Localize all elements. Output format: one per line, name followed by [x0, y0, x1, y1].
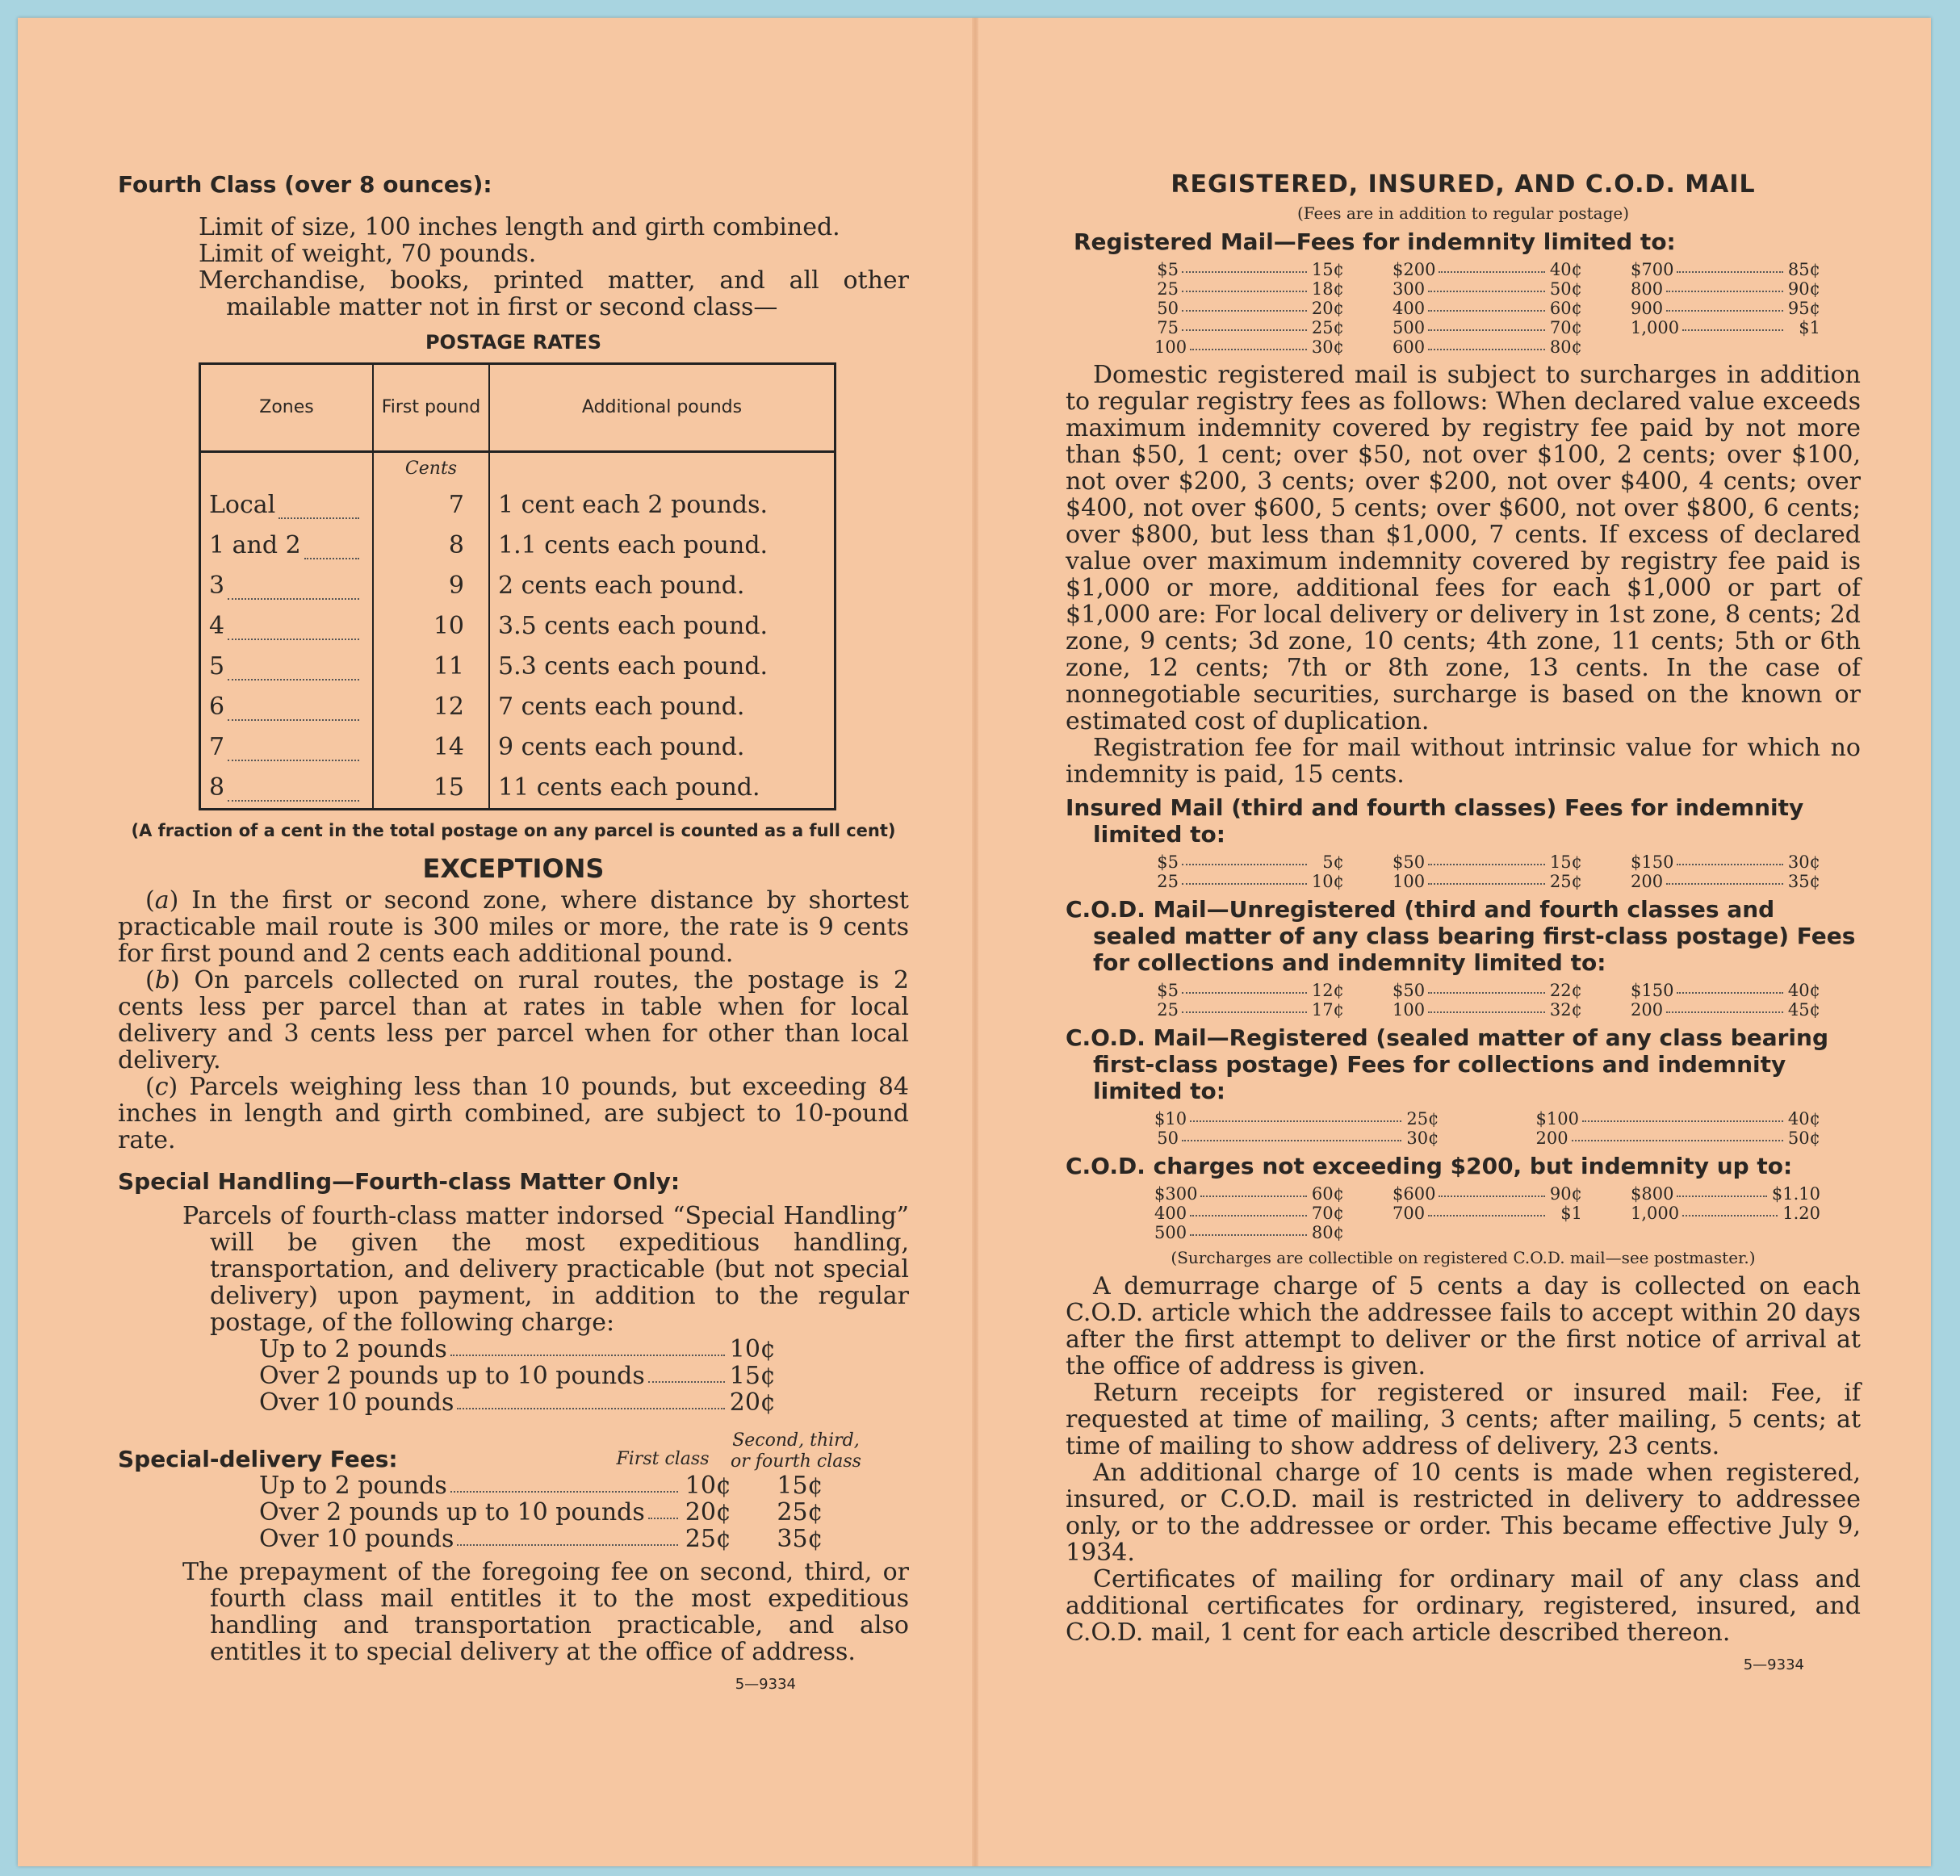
rate-row [200, 566, 836, 606]
fee-row [1393, 1000, 1582, 1020]
surcharge-note: (Surcharges are collectible on registered C.O.D. mail—see postmaster.) [1171, 1248, 1756, 1267]
exception-a-text: In the first or second zone, where distance by shortest practicable mail route is 300 miles or more, the rate is 9 cents for first pound and 2 cents each additional pound. [118, 886, 909, 968]
indemnity-amount: 400 [1154, 1204, 1187, 1223]
fee-column [1154, 1184, 1344, 1242]
merchandise-text: Merchandise, books, printed matter, and all other mailable matter not in first or second class— [199, 266, 909, 321]
zone-cell [200, 687, 374, 727]
cod-unregistered-fee-table [1154, 981, 1820, 1020]
fee-column [1631, 981, 1820, 1020]
fee-column [1536, 1109, 1821, 1148]
fee-amount: 22¢ [1549, 981, 1582, 1000]
fee-amount: $1 [1560, 1204, 1582, 1223]
indemnity-amount: 700 [1393, 1204, 1426, 1223]
return-receipts-paragraph: Return receipts for registered or insured mail: Fee, if requested at time of mailing, 3 cents; after mailing, 5 cents; at time of mailing to show address of delivery, 23 cents. [1066, 1379, 1861, 1460]
zone-label: 7 [209, 733, 225, 761]
indemnity-amount: $300 [1154, 1184, 1198, 1204]
fraction-note: (A fraction of a cent in the total postage on any parcel is counted as a full cent) [131, 821, 896, 840]
fee-row [1631, 299, 1820, 318]
cod-registered-heading: C.O.D. Mail—Registered (sealed matter of any class bearing first-class postage) Fees for collections and indemnity limited to: [1066, 1024, 1828, 1104]
fee-row [1154, 981, 1344, 1000]
indemnity-amount: 1,000 [1631, 318, 1680, 337]
fee-column [1154, 1109, 1439, 1148]
zone-cell [200, 768, 374, 810]
col-header-zones: Zones [200, 364, 374, 452]
indemnity-amount: $50 [1393, 981, 1426, 1000]
fee-column [1393, 1184, 1582, 1242]
indemnity-amount: $10 [1154, 1109, 1187, 1129]
fee-row [1631, 279, 1820, 299]
fee-amount: 40¢ [1549, 260, 1582, 279]
exception-c-letter: c [154, 1073, 169, 1101]
fee-row [1393, 337, 1582, 357]
fee-amount: 30¢ [1787, 852, 1820, 872]
indemnity-amount: 800 [1631, 279, 1664, 299]
first-pound-cell: 14 [373, 727, 489, 768]
registered-title: REGISTERED, INSURED, AND C.O.D. MAIL [1171, 170, 1756, 199]
indemnity-amount: $800 [1631, 1184, 1674, 1204]
fee-row [1536, 1109, 1821, 1129]
fee-amount: 5¢ [1322, 852, 1344, 872]
fee-row [1154, 852, 1344, 872]
first-pound-cell: 12 [373, 687, 489, 727]
fee-row [1154, 279, 1344, 299]
indemnity-amount: 500 [1154, 1223, 1187, 1242]
fee-amount: 17¢ [1311, 1000, 1344, 1020]
indemnity-amount: $150 [1631, 981, 1674, 1000]
indemnity-amount: 25 [1157, 872, 1179, 891]
registered-mail-heading: Registered Mail—Fees for indemnity limited to: [1074, 228, 1676, 255]
fee-row [1631, 981, 1820, 1000]
zone-cell [200, 727, 374, 768]
special-delivery-rows [259, 1472, 909, 1552]
charge-value: 15¢ [729, 1362, 776, 1390]
col-header-additional: Additional pounds [489, 364, 836, 452]
fee-column [1393, 260, 1582, 357]
fee-amount: 40¢ [1787, 981, 1820, 1000]
first-class-fee: 10¢ [685, 1472, 731, 1500]
zone-label: Local [209, 491, 276, 519]
charge-value: 20¢ [729, 1388, 776, 1417]
exception-c-text: Parcels weighing less than 10 pounds, but exceeding 84 inches in length and girth combined, are subject to 10-pound rate. [118, 1073, 909, 1154]
indemnity-amount: 900 [1631, 299, 1664, 318]
exception-b: (b) On parcels collected on rural routes, the postage is 2 cents less per parcel than at rates in table when for local delivery and 3 cents less per parcel when for other than local delivery. [118, 966, 909, 1074]
fourth-class-heading: Fourth Class (over 8 ounces): [118, 171, 492, 198]
fees-note: (Fees are in addition to regular postage) [1296, 203, 1630, 223]
folded-page [18, 18, 1931, 1866]
indemnity-amount: 100 [1154, 337, 1187, 357]
rate-row [200, 647, 836, 687]
form-number-right: 5—9334 [1743, 1656, 1804, 1673]
fee-amount: 80¢ [1549, 337, 1582, 357]
fee-row [1631, 1204, 1820, 1223]
indemnity-amount: $5 [1157, 981, 1179, 1000]
first-class-col: First class [616, 1449, 710, 1469]
fee-row [1154, 318, 1344, 337]
fee-amount: 12¢ [1311, 981, 1344, 1000]
indemnity-amount: $150 [1631, 852, 1674, 872]
fee-column [1631, 852, 1820, 891]
fee-amount: 50¢ [1787, 1129, 1820, 1148]
first-pound-cell: 15 [373, 768, 489, 810]
fee-amount: 40¢ [1787, 1109, 1820, 1129]
fee-amount: 90¢ [1787, 279, 1820, 299]
first-pound-cell: 7 [373, 485, 489, 526]
fee-amount: 1.20 [1782, 1204, 1820, 1223]
charge-row-3 [259, 1389, 776, 1416]
indemnity-amount: 200 [1535, 1129, 1568, 1148]
indemnity-amount: $5 [1157, 260, 1179, 279]
special-delivery-row [259, 1499, 909, 1526]
indemnity-amount: 1,000 [1631, 1204, 1680, 1223]
fee-amount: 70¢ [1549, 318, 1582, 337]
special-delivery-header [118, 1430, 909, 1472]
fee-amount: 20¢ [1311, 299, 1344, 318]
fee-amount: 25¢ [1406, 1109, 1439, 1129]
charge-label: Over 10 pounds [259, 1388, 454, 1417]
rate-row [200, 606, 836, 647]
fee-row [1154, 1109, 1439, 1129]
col-header-first-pound [373, 364, 489, 452]
rate-row [200, 687, 836, 727]
fee-row [1154, 299, 1344, 318]
rate-row [200, 727, 836, 768]
fee-amount: 30¢ [1406, 1129, 1439, 1148]
page-fold [972, 18, 978, 1866]
indemnity-amount: 100 [1393, 1000, 1426, 1020]
rate-row [200, 485, 836, 526]
additional-cell: 7 cents each pound. [489, 687, 836, 727]
certificates-paragraph: Certificates of mailing for ordinary mail of any class and additional certificates for ordinary, registered, insured, and C.O.D. mail, 1 cent for each article described thereon. [1066, 1565, 1861, 1647]
zone-cell [200, 566, 374, 606]
fee-row [1154, 260, 1344, 279]
fee-row [1393, 981, 1582, 1000]
fee-column [1154, 981, 1344, 1020]
charge-value: 10¢ [729, 1335, 776, 1363]
zone-label: 1 and 2 [209, 531, 301, 559]
fee-row [1154, 337, 1344, 357]
fee-column [1393, 981, 1582, 1020]
first-class-fee: 25¢ [685, 1525, 731, 1553]
special-handling-text: Parcels of fourth-class matter indorsed “Special Handling” will be given the most expeditious handling, transportation, and delivery practicable (but not special delivery) upon payment, in addition to the regular postage, of the following charge: [182, 1202, 909, 1337]
charge-row-2 [259, 1363, 776, 1389]
additional-cell: 1 cent each 2 pounds. [489, 485, 836, 526]
fee-row [1631, 852, 1820, 872]
additional-cell: 11 cents each pound. [489, 768, 836, 810]
fee-amount: 60¢ [1549, 299, 1582, 318]
insured-fee-table [1154, 852, 1820, 891]
zone-cell [200, 647, 374, 687]
indemnity-amount: $50 [1393, 852, 1426, 872]
second-class-col: Second, third, or fourth class [731, 1430, 861, 1472]
fee-amount: 25¢ [1311, 318, 1344, 337]
fee-amount: 90¢ [1549, 1184, 1582, 1204]
zone-label: 5 [209, 652, 225, 680]
fee-amount: 80¢ [1311, 1223, 1344, 1242]
indemnity-amount: $200 [1393, 260, 1436, 279]
cod-charges-fee-table [1154, 1184, 1820, 1242]
fee-row [1536, 1129, 1821, 1148]
delivery-label: Up to 2 pounds [259, 1472, 447, 1500]
cod-registered-fee-table [1154, 1109, 1820, 1148]
special-handling-charges [259, 1336, 776, 1416]
additional-cell: 5.3 cents each pound. [489, 647, 836, 687]
indemnity-amount: $5 [1157, 852, 1179, 872]
fee-amount: 15¢ [1549, 852, 1582, 872]
special-handling-heading: Special Handling—Fourth-class Matter Only: [118, 1168, 681, 1195]
rate-row [200, 768, 836, 810]
fee-amount: 30¢ [1311, 337, 1344, 357]
fee-row [1154, 1184, 1344, 1204]
charge-row-1 [259, 1336, 776, 1363]
fee-column [1631, 260, 1820, 357]
fee-row [1393, 260, 1582, 279]
fee-row [1154, 1129, 1439, 1148]
surcharge-paragraph: Domestic registered mail is subject to surcharges in addition to regular registry fees as follows: When declared value exceeds maximum indemnity covered by registry fee paid by not more than $50, 1 cent; over $50, not over $100, 2 cents; over $100, not over $200, 3 cents; over $200, not over $400, 4 cents; over $400, not over $600, 5 cents; over $600, not over $800, 6 cents; over $800, but less than $1,000, 7 cents. If excess of declared value over maximum indemnity covered by registry fee paid is $1,000 or more, additional fees for each $1,000 or part of $1,000 are: For local delivery or delivery in 1st zone, 8 cents; 2d zone, 9 cents; 3d zone, 10 cents; 4th zone, 11 cents; 5th or 6th zone, 12 cents; 7th or 8th zone, 13 cents. In the case of nonnegotiable securities, surcharge is based on the known or estimated cost of duplication. [1066, 361, 1861, 735]
fee-row [1154, 1000, 1344, 1020]
fee-row [1154, 1204, 1344, 1223]
indemnity-amount: $100 [1535, 1109, 1579, 1129]
left-column [118, 171, 909, 1693]
exception-b-text: On parcels collected on rural routes, the postage is 2 cents less per parcel than at rates in table when for local delivery and 3 cents less per parcel when for other than local delivery. [118, 966, 909, 1074]
fee-amount: 25¢ [1549, 872, 1582, 891]
fee-row [1154, 872, 1344, 891]
special-delivery-heading: Special-delivery Fees: [118, 1446, 398, 1472]
first-pound-cell: 8 [373, 526, 489, 566]
first-class-fee: 20¢ [685, 1498, 731, 1526]
indemnity-amount: 25 [1157, 1000, 1179, 1020]
fourth-class-limits [199, 214, 909, 320]
delivery-label: Over 2 pounds up to 10 pounds [259, 1498, 645, 1526]
additional-cell: 3.5 cents each pound. [489, 606, 836, 647]
zone-label: 3 [209, 572, 225, 600]
fee-column [1393, 852, 1582, 891]
postage-rates-table [199, 362, 836, 810]
other-class-fee: 25¢ [777, 1498, 823, 1526]
fee-amount: 50¢ [1549, 279, 1582, 299]
fee-amount: 85¢ [1787, 260, 1820, 279]
zone-label: 8 [209, 773, 225, 802]
header-first-pound-text: First pound [381, 397, 481, 417]
exception-a-letter: a [154, 886, 170, 915]
fee-column [1154, 260, 1344, 357]
exceptions-heading: EXCEPTIONS [422, 853, 605, 884]
zone-cell [200, 526, 374, 566]
fee-amount: 60¢ [1311, 1184, 1344, 1204]
registered-fee-table [1154, 260, 1820, 357]
fee-amount: $1.10 [1771, 1184, 1820, 1204]
other-class-fee: 15¢ [777, 1472, 823, 1500]
fee-row [1631, 1000, 1820, 1020]
other-class-fee: 35¢ [777, 1525, 823, 1553]
postage-rates-title: POSTAGE RATES [425, 331, 602, 354]
indemnity-amount: 50 [1157, 299, 1179, 318]
additional-cell: 1.1 cents each pound. [489, 526, 836, 566]
delivery-label: Over 10 pounds [259, 1525, 454, 1553]
size-limit: Limit of size, 100 inches length and girth combined. [199, 213, 840, 241]
fee-amount: 18¢ [1311, 279, 1344, 299]
fee-amount: 95¢ [1787, 299, 1820, 318]
indemnity-amount: 50 [1157, 1129, 1179, 1148]
weight-limit: Limit of weight, 70 pounds. [199, 240, 537, 268]
restricted-delivery-paragraph: An additional charge of 10 cents is made when registered, insured, or C.O.D. mail is restricted in delivery to addressee only, or to the addressee or order. This became effective July 9, 1934. [1066, 1459, 1861, 1567]
fee-column [1631, 1184, 1820, 1242]
fee-row [1393, 279, 1582, 299]
indemnity-amount: 500 [1393, 318, 1426, 337]
indemnity-amount: 75 [1157, 318, 1179, 337]
zone-cell [200, 606, 374, 647]
indemnity-amount: 200 [1631, 872, 1664, 891]
demurrage-paragraph: A demurrage charge of 5 cents a day is collected on each C.O.D. article which the addressee fails to accept within 20 days after the first attempt to deliver or the first notice of arrival at the office of address is given. [1066, 1272, 1861, 1380]
fee-amount: 35¢ [1787, 872, 1820, 891]
prepayment-text: The prepayment of the foregoing fee on second, third, or fourth class mail entitles it to the most expeditious handling and transportation practicable, and also entitles it to special delivery at the office of address. [182, 1558, 909, 1666]
indemnity-amount: $600 [1393, 1184, 1436, 1204]
first-pound-cell: 10 [373, 606, 489, 647]
first-pound-cell: 9 [373, 566, 489, 606]
first-pound-cell: 11 [373, 647, 489, 687]
fee-row [1393, 299, 1582, 318]
fee-row [1393, 872, 1582, 891]
fee-row [1393, 852, 1582, 872]
special-delivery-row [259, 1472, 909, 1499]
fee-amount: 32¢ [1549, 1000, 1582, 1020]
special-delivery-row [259, 1526, 909, 1552]
fee-row [1393, 1184, 1582, 1204]
rate-row [200, 526, 836, 566]
zone-cell [200, 485, 374, 526]
fee-row [1631, 260, 1820, 279]
zone-label: 4 [209, 612, 225, 640]
indemnity-amount: 600 [1393, 337, 1426, 357]
form-number-left: 5—9334 [735, 1676, 796, 1693]
fee-amount: 70¢ [1311, 1204, 1344, 1223]
cents-label: Cents [373, 452, 489, 486]
additional-cell: 2 cents each pound. [489, 566, 836, 606]
registration-fee-paragraph: Registration fee for mail without intrinsic value for which no indemnity is paid, 15 cents. [1066, 734, 1861, 789]
indemnity-amount: 25 [1157, 279, 1179, 299]
fee-amount: 45¢ [1787, 1000, 1820, 1020]
cod-unregistered-heading: C.O.D. Mail—Unregistered (third and fourth classes and sealed matter of any class bearing first-class postage) Fees for collections and indemnity limited to: [1066, 896, 1856, 976]
zone-label: 6 [209, 693, 225, 721]
insured-mail-heading: Insured Mail (third and fourth classes) Fees for indemnity limited to: [1066, 794, 1804, 848]
cod-charges-heading: C.O.D. charges not exceeding $200, but indemnity up to: [1066, 1153, 1793, 1179]
fee-amount: 15¢ [1311, 260, 1344, 279]
fee-row [1154, 1223, 1344, 1242]
fee-column [1154, 852, 1344, 891]
fee-row [1393, 318, 1582, 337]
indemnity-amount: 200 [1631, 1000, 1664, 1020]
exception-c: (c) Parcels weighing less than 10 pounds, but exceeding 84 inches in length and girth combined, are subject to 10-pound rate. [118, 1073, 909, 1154]
exception-a: (a) In the first or second zone, where distance by shortest practicable mail route is 300 miles or more, the rate is 9 cents for first pound and 2 cents each additional pound. [118, 886, 909, 968]
indemnity-amount: 100 [1393, 872, 1426, 891]
charge-label: Up to 2 pounds [259, 1335, 447, 1363]
fee-row [1631, 872, 1820, 891]
fee-amount: $1 [1799, 318, 1820, 337]
fee-row [1631, 318, 1820, 337]
right-column [1066, 170, 1861, 1673]
indemnity-amount: 400 [1393, 299, 1426, 318]
indemnity-amount: 300 [1393, 279, 1426, 299]
additional-cell: 9 cents each pound. [489, 727, 836, 768]
fee-amount: 10¢ [1311, 872, 1344, 891]
exception-b-letter: b [154, 966, 170, 995]
fee-row [1631, 1184, 1820, 1204]
indemnity-amount: $700 [1631, 260, 1674, 279]
charge-label: Over 2 pounds up to 10 pounds [259, 1362, 645, 1390]
fee-row [1393, 1204, 1582, 1223]
